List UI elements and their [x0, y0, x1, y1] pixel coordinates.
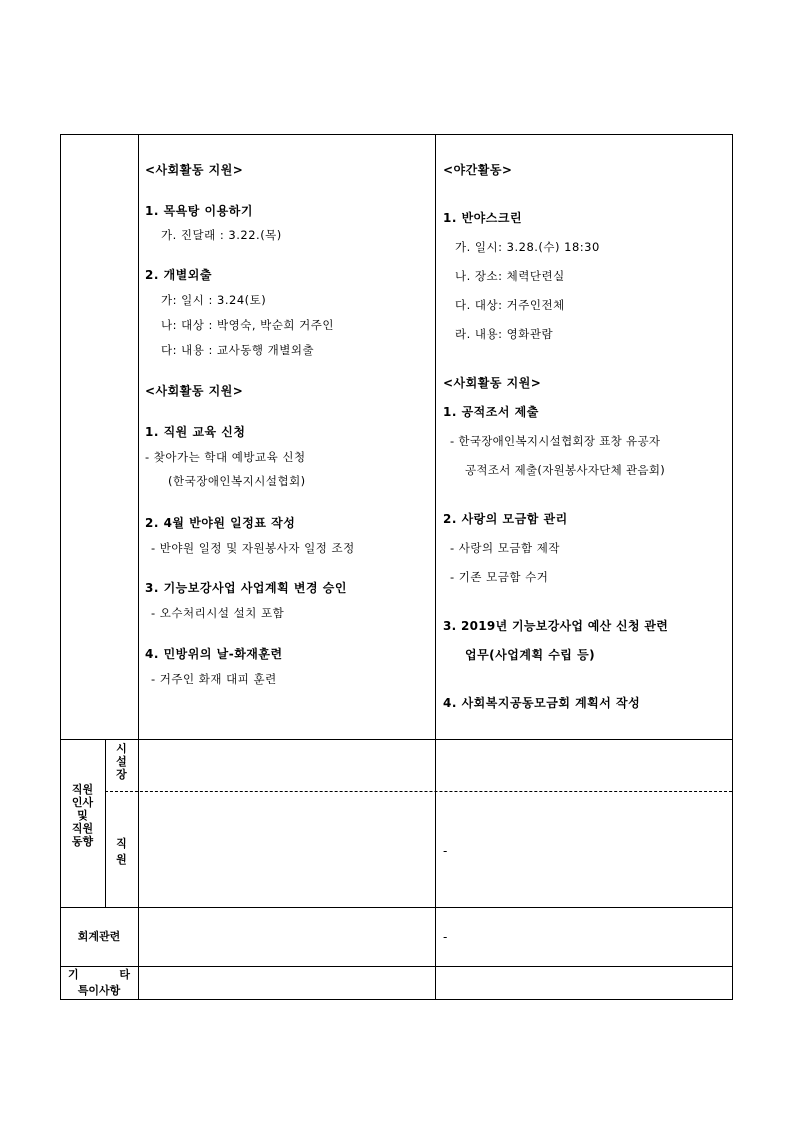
middle-column-divider: [435, 134, 436, 1000]
accounting-right-value: -: [443, 930, 448, 944]
left-item-title: 2. 개별외출: [145, 268, 212, 282]
right-item-title: 4. 사회복지공동모금회 계획서 작성: [443, 696, 641, 710]
left-item-line: (한국장애인복지시설협회): [168, 474, 306, 488]
right-section-title: <야간활동>: [443, 163, 513, 177]
table-border-right: [732, 134, 733, 1000]
row-divider-staff: [60, 739, 733, 740]
left-item-title: 3. 기능보강사업 사업계획 변경 승인: [145, 581, 347, 595]
left-item-line: 나: 대상 : 박영숙, 박순희 거주인: [161, 318, 334, 332]
left-item-title: 4. 민방위의 날-화재훈련: [145, 647, 283, 661]
report-table: [60, 134, 733, 1000]
right-item-line: 공적조서 제출(자원봉사자단체 관음회): [465, 463, 666, 477]
accounting-label: 회계관련: [77, 930, 121, 943]
left-item-title: 2. 4월 반야원 일정표 작성: [145, 516, 296, 530]
left-item-line: - 반야원 일정 및 자원봉사자 일정 조정: [151, 541, 355, 555]
right-item-title: 1. 반야스크린: [443, 211, 523, 225]
right-item-line: - 기존 모금함 수거: [450, 570, 549, 584]
row-divider-accounting: [60, 907, 733, 908]
etc-label-top: 기 타: [68, 968, 130, 981]
row-divider-etc: [60, 966, 733, 967]
right-item-line: 다. 대상: 거주인전체: [455, 298, 565, 312]
right-item-title: 1. 공적조서 제출: [443, 405, 539, 419]
left-section-title: <사회활동 지원>: [145, 163, 244, 177]
right-item-title: 2. 사랑의 모금함 관리: [443, 512, 568, 526]
left-item-line: - 거주인 화재 대피 훈련: [151, 672, 277, 686]
left-item-line: 가: 일시 : 3.24(토): [161, 293, 267, 307]
left-item-title: 1. 직원 교육 신청: [145, 425, 246, 439]
staff-group-label: 직원 인사 및 직원 동향: [71, 783, 94, 848]
left-section-title: <사회활동 지원>: [145, 384, 244, 398]
etc-label-bottom: 특이사항: [77, 984, 121, 997]
right-item-title-continued: 업무(사업계획 수립 등): [465, 648, 596, 662]
table-border-left: [60, 134, 61, 1000]
right-item-line: - 사랑의 모금함 제작: [450, 541, 560, 555]
left-item-line: - 오수처리시설 설치 포함: [151, 606, 285, 620]
row-divider-dashed: [105, 791, 732, 792]
left-item-line: 다: 내용 : 교사동행 개별외출: [161, 343, 315, 357]
staff-label: 직 원: [116, 837, 127, 866]
right-item-line: 라. 내용: 영화관람: [455, 327, 554, 341]
label-column-divider: [138, 134, 139, 1000]
right-item-line: 나. 장소: 체력단련실: [455, 269, 565, 283]
staff-right-value: -: [443, 844, 448, 858]
table-border-top: [60, 134, 733, 135]
left-item-line: 가. 진달래 : 3.22.(목): [161, 228, 282, 242]
right-section-title: <사회활동 지원>: [443, 376, 542, 390]
left-item-title: 1. 목욕탕 이용하기: [145, 204, 253, 218]
right-item-line: - 한국장애인복지시설협회장 표창 유공자: [450, 434, 661, 448]
right-item-title: 3. 2019년 기능보강사업 예산 신청 관련: [443, 619, 669, 633]
left-item-line: - 찾아가는 학대 예방교육 신청: [145, 450, 306, 464]
facility-head-label: 시 설 장: [116, 742, 127, 781]
table-border-bottom: [60, 999, 733, 1000]
right-item-line: 가. 일시: 3.28.(수) 18:30: [455, 240, 600, 254]
